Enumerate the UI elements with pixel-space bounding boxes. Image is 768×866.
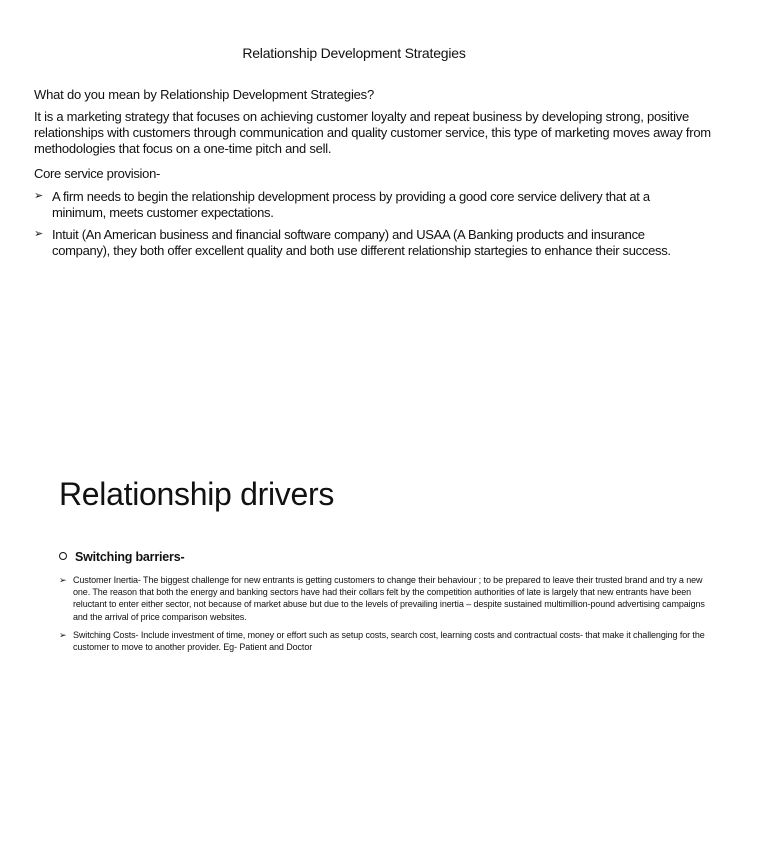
arrow-bullet-icon: ➢ — [34, 190, 43, 202]
list-item — [34, 189, 694, 220]
answer-paragraph: It is a marketing strategy that focuses on achieving customer loyalty and repeat business by developing strong, positive relationships with customers through communication and quality customer service, this type of marketing moves away from methodologies that focus on a one-time pitch and sell. — [34, 109, 711, 156]
list-item — [59, 574, 711, 623]
bullet-text: A firm needs to begin the relationship development process by providing a good core service delivery that at a minimum, meets customer expectations. — [52, 189, 650, 220]
arrow-bullet-icon: ➢ — [34, 228, 43, 240]
bullet-text: Customer Inertia- The biggest challenge for new entrants is getting customers to change their behaviour ; to be prepared to leave their trusted brand and try a new one. The reason that both the energy and banking sectors have had their collars felt by the competition authorities of late is largely that new entrants have been reluctant to enter either sector, not because of market abuse but due to the levels of prevailing inertia – despite sustained multimillion-pound advertising campaigns and the arrival of price comparison websites. — [73, 575, 705, 622]
slide-relationship-development-strategies — [0, 0, 768, 420]
switching-barriers-heading — [59, 550, 184, 564]
circle-bullet-icon — [59, 552, 67, 560]
question-text: What do you mean by Relationship Development Strategies? — [34, 87, 374, 102]
core-service-bullet-list — [34, 189, 694, 258]
core-service-heading: Core service provision- — [34, 166, 161, 181]
list-item — [34, 227, 694, 258]
slide-title: Relationship drivers — [59, 476, 335, 512]
bullet-text: Switching Costs- Include investment of time, money or effort such as setup costs, search cost, learning costs and contractual costs- that make it challenging for the customer to move to another provider. Eg- Patient and Doctor — [73, 629, 705, 653]
arrow-bullet-icon: ➢ — [59, 575, 67, 585]
slide-title: Relationship Development Strategies — [242, 45, 466, 61]
arrow-bullet-icon: ➢ — [59, 629, 67, 640]
switching-barriers-label: Switching barriers- — [75, 550, 185, 564]
list-item — [59, 629, 711, 653]
switching-barriers-bullet-list — [59, 574, 711, 653]
bullet-text: Intuit (An American business and financial software company) and USAA (A Banking products and insurance company), they both offer excellent quality and both use different relationship startegies to enhance their success. — [52, 227, 671, 258]
slide-relationship-drivers — [0, 420, 768, 866]
